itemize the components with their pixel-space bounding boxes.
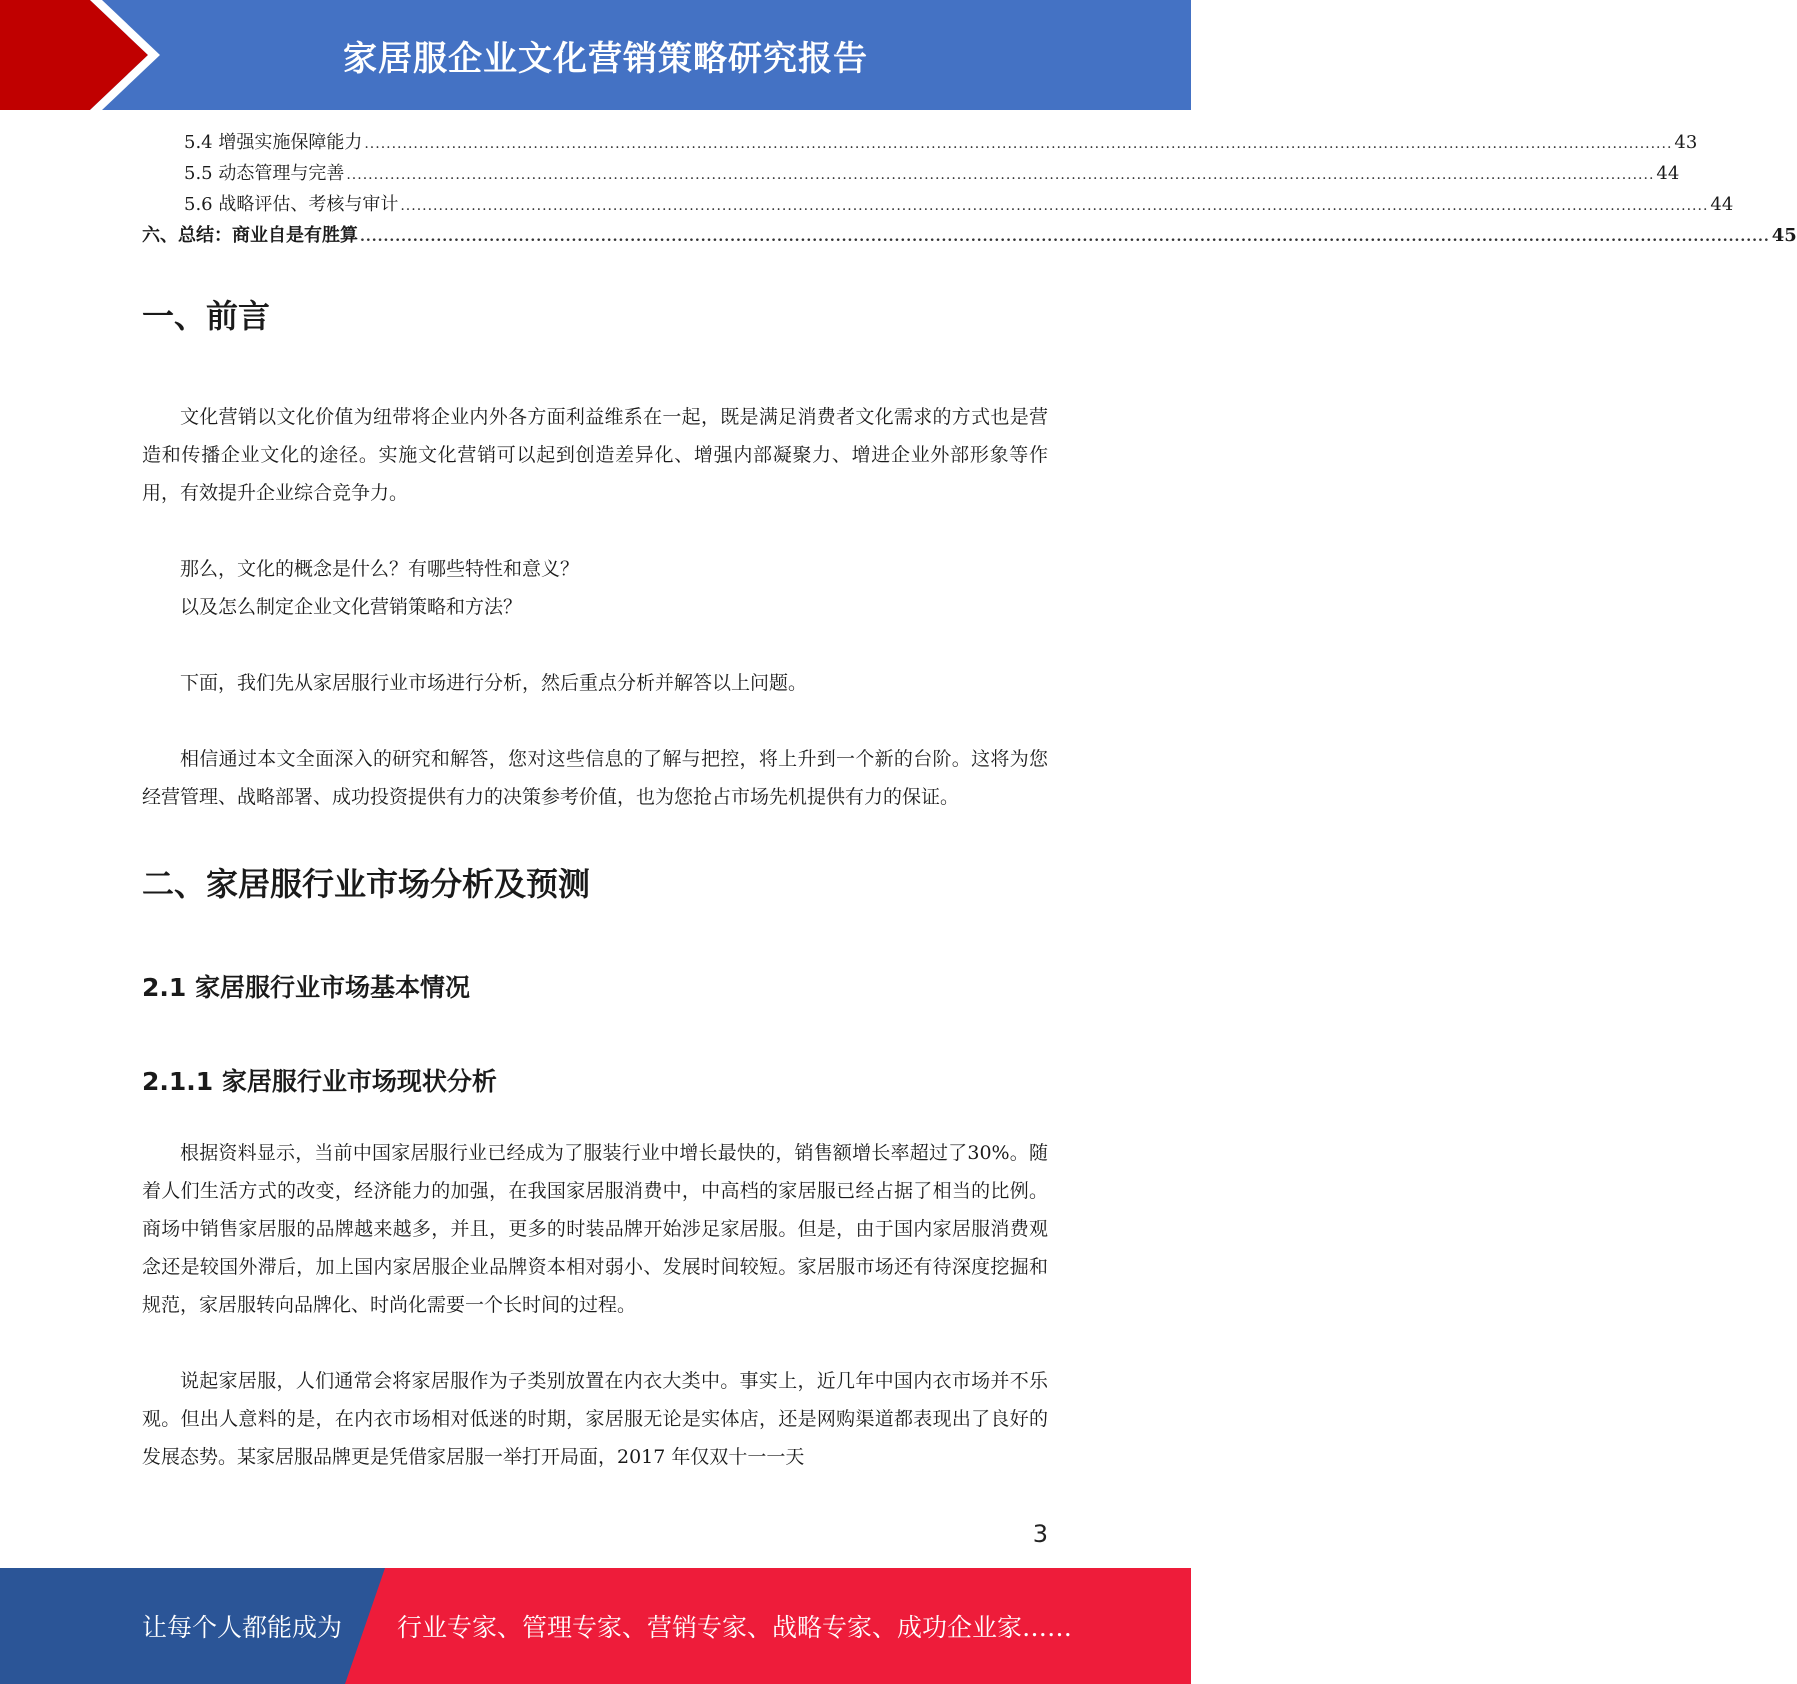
section-heading: 二、家居服行业市场分析及预测 [142,865,591,903]
section-heading: 一、前言 [142,297,271,335]
footer-slogan-right: 行业专家、管理专家、营销专家、战略专家、成功企业家…… [397,1613,1073,1642]
body-paragraph: 以及怎么制定企业文化营销策略和方法？ [180,596,523,618]
toc-leader-dots: ................................................................................................................................................................................................................................................ [360,229,1770,245]
subsection-heading: 2.1 家居服行业市场基本情况 [142,973,470,1002]
toc-label: 5.5 动态管理与完善 [184,163,345,184]
subsection-heading: 2.1.1 家居服行业市场现状分析 [142,1067,497,1096]
body-paragraph: 文化营销以文化价值为纽带将企业内外各方面利益维系在一起，既是满足消费者文化需求的方式也是营造和传播企业文化的途径。实施文化营销可以起到创造差异化、增强内部凝聚力、增进企业外部形象等作用，有效提升企业综合竞争力。 [142,406,1048,504]
toc-row[interactable] [142,221,1797,252]
body-paragraph: 相信通过本文全面深入的研究和解答，您对这些信息的了解与把控，将上升到一个新的台阶。这将为您经营管理、战略部署、成功投资提供有力的决策参考价值，也为您抢占市场先机提供有力的保证。 [142,748,1048,808]
body-paragraph: 说起家居服，人们通常会将家居服作为子类别放置在内衣大类中。事实上，近几年中国内衣市场并不乐观。但出人意料的是，在内衣市场相对低迷的时期，家居服无论是实体店，还是网购渠道都表现出了良好的发展态势。某家居服品牌更是凭借家居服一举打开局面，2017 年仅双十一一天 [142,1370,1048,1468]
body-paragraph: 下面，我们先从家居服行业市场进行分析，然后重点分析并解答以上问题。 [180,672,808,694]
toc-page-number: 44 [1710,194,1734,215]
toc-row[interactable] [142,190,1734,221]
toc-label: 5.6 战略评估、考核与审计 [184,194,399,215]
toc-label: 5.4 增强实施保障能力 [184,132,363,153]
toc-leader-dots: ................................................................................................................................................................................................................................................ [364,136,1673,152]
toc-row[interactable] [142,128,1698,159]
page-number: 3 [1032,1520,1048,1548]
header-title: 家居服企业文化营销策略研究报告 [343,38,868,79]
document-body [142,290,1048,1476]
page-footer [0,1568,1191,1684]
body-paragraph: 根据资料显示，当前中国家居服行业已经成为了服装行业中增长最快的，销售额增长率超过了30%。随着人们生活方式的改变，经济能力的加强，在我国家居服消费中，中高档的家居服已经占据了相当的比例。商场中销售家居服的品牌越来越多，并且，更多的时装品牌开始涉足家居服。但是，由于国内家居服消费观念还是较国外滞后，加上国内家居服企业品牌资本相对弱小、发展时间较短。家居服市场还有待深度挖掘和规范，家居服转向品牌化、时尚化需要一个长时间的过程。 [142,1142,1048,1316]
toc-label: 六、总结：商业自是有胜算 [142,225,358,246]
footer-slogan-left: 让每个人都能成为 [142,1613,343,1642]
page-header [0,0,1191,110]
table-of-contents [142,128,1797,252]
toc-page-number: 45 [1771,225,1797,246]
toc-page-number: 44 [1656,163,1680,184]
toc-leader-dots: ................................................................................................................................................................................................................................................ [400,198,1709,214]
toc-page-number: 43 [1674,132,1698,153]
body-paragraph: 那么，文化的概念是什么？有哪些特性和意义？ [180,558,580,580]
toc-leader-dots: ................................................................................................................................................................................................................................................ [346,167,1655,183]
toc-row[interactable] [142,159,1680,190]
